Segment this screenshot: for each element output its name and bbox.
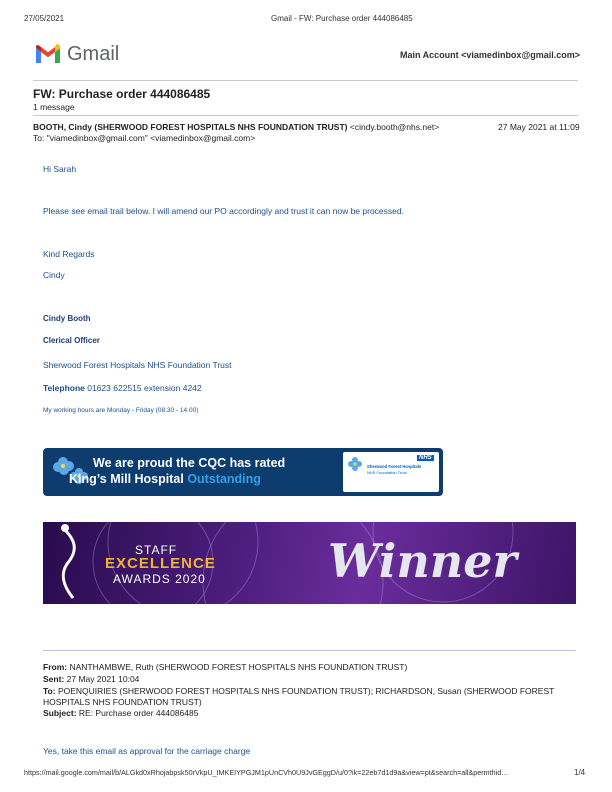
fwd-to-value: POENQUIRIES (SHERWOOD FOREST HOSPITALS NHS FOUNDATION TRUST); RICHARDSON, Susan (SHERWOOD FOREST [57, 686, 555, 696]
signature-phone [43, 383, 202, 393]
body-paragraph: Please see email trail below. I will amend our PO accordingly and trust it can now be processed. [43, 206, 404, 216]
cqc-hospital: King’s Mill Hospital [69, 472, 184, 486]
thread-subject: FW: Purchase order 444086485 [33, 87, 211, 101]
fwd-to-continued: HOSPITALS NHS FOUNDATION TRUST) [43, 697, 202, 707]
cqc-line-2 [69, 472, 261, 486]
subject-divider [33, 115, 578, 116]
fwd-sent-value: 27 May 2021 10:04 [66, 674, 140, 684]
fwd-to-label: To: [43, 686, 56, 696]
nhs-badge: NHS [419, 455, 432, 461]
greeting: Hi Sarah [43, 164, 77, 174]
print-date: 27/05/2021 [24, 14, 65, 23]
nhs-logo-block [343, 452, 439, 492]
kind-regards: Kind Regards [43, 249, 95, 259]
award-year: AWARDS 2020 [113, 572, 206, 586]
message-to: To: "viamedinbox@gmail.com" <viamedinbox@gmail.com> [33, 133, 256, 143]
first-name: Cindy [43, 270, 65, 280]
fwd-to [43, 686, 554, 696]
fwd-body-line: Yes, take this email as approval for the carriage charge [43, 746, 251, 756]
cqc-line-1: We are proud the CQC has rated [93, 456, 286, 470]
sender-name: BOOTH, Cindy (SHERWOOD FOREST HOSPITALS NHS FOUNDATION TRUST) [33, 122, 348, 132]
fwd-subject [43, 708, 198, 718]
fwd-from-value: NANTHAMBWE, Ruth (SHERWOOD FOREST HOSPITALS NHS FOUNDATION TRUST) [69, 662, 408, 672]
phone-label: Telephone [43, 383, 85, 393]
signature-name: Cindy Booth [43, 314, 91, 323]
award-staff: STAFF [135, 543, 178, 557]
page-number: 1/4 [574, 768, 586, 777]
fwd-from-label: From: [43, 662, 68, 672]
sender-line [33, 122, 439, 132]
print-url: https://mail.google.com/mail/b/ALGkd0xRhojabpsk50rVkpU_IMKEIYPGJM1pUnCVh0U9JvGEggD/u/0?ik=22eb7d1d9a&view=pt&search=all&permthid… [24, 768, 509, 777]
award-banner [43, 522, 576, 604]
header-divider [33, 80, 578, 81]
sender-email[interactable]: <cindy.booth@nhs.net> [349, 122, 440, 132]
forward-divider [43, 650, 576, 651]
cqc-banner [43, 448, 443, 496]
award-winner: Winner [328, 534, 517, 588]
gmail-logo-icon [35, 44, 61, 64]
account-label[interactable]: Main Account <viamedinbox@gmail.com> [400, 50, 580, 60]
signature-role: Clerical Officer [43, 336, 100, 345]
award-excellence: EXCELLENCE [105, 555, 216, 572]
phone-number[interactable]: 01623 622515 extension 4242 [87, 383, 202, 393]
cqc-outstanding: Outstanding [187, 472, 261, 486]
print-title: Gmail - FW: Purchase order 444086485 [271, 14, 413, 23]
message-date: 27 May 2021 at 11:09 [498, 122, 580, 132]
trust-name: Sherwood Forest Hospitals [367, 464, 422, 469]
trust-sub: NHS Foundation Trust [367, 470, 407, 475]
signature-org: Sherwood Forest Hospitals NHS Foundation Trust [43, 360, 232, 370]
message-count: 1 message [33, 102, 75, 112]
fwd-subject-value: RE: Purchase order 444086485 [78, 708, 199, 718]
fwd-from [43, 662, 407, 672]
small-flower-icon [347, 456, 363, 472]
fwd-subject-label: Subject: [43, 708, 77, 718]
working-hours: My working hours are Monday - Friday (08.30 - 14.00) [43, 407, 199, 414]
fwd-sent-label: Sent: [43, 674, 65, 684]
fwd-sent [43, 674, 139, 684]
gmail-brand: Gmail [67, 43, 120, 65]
